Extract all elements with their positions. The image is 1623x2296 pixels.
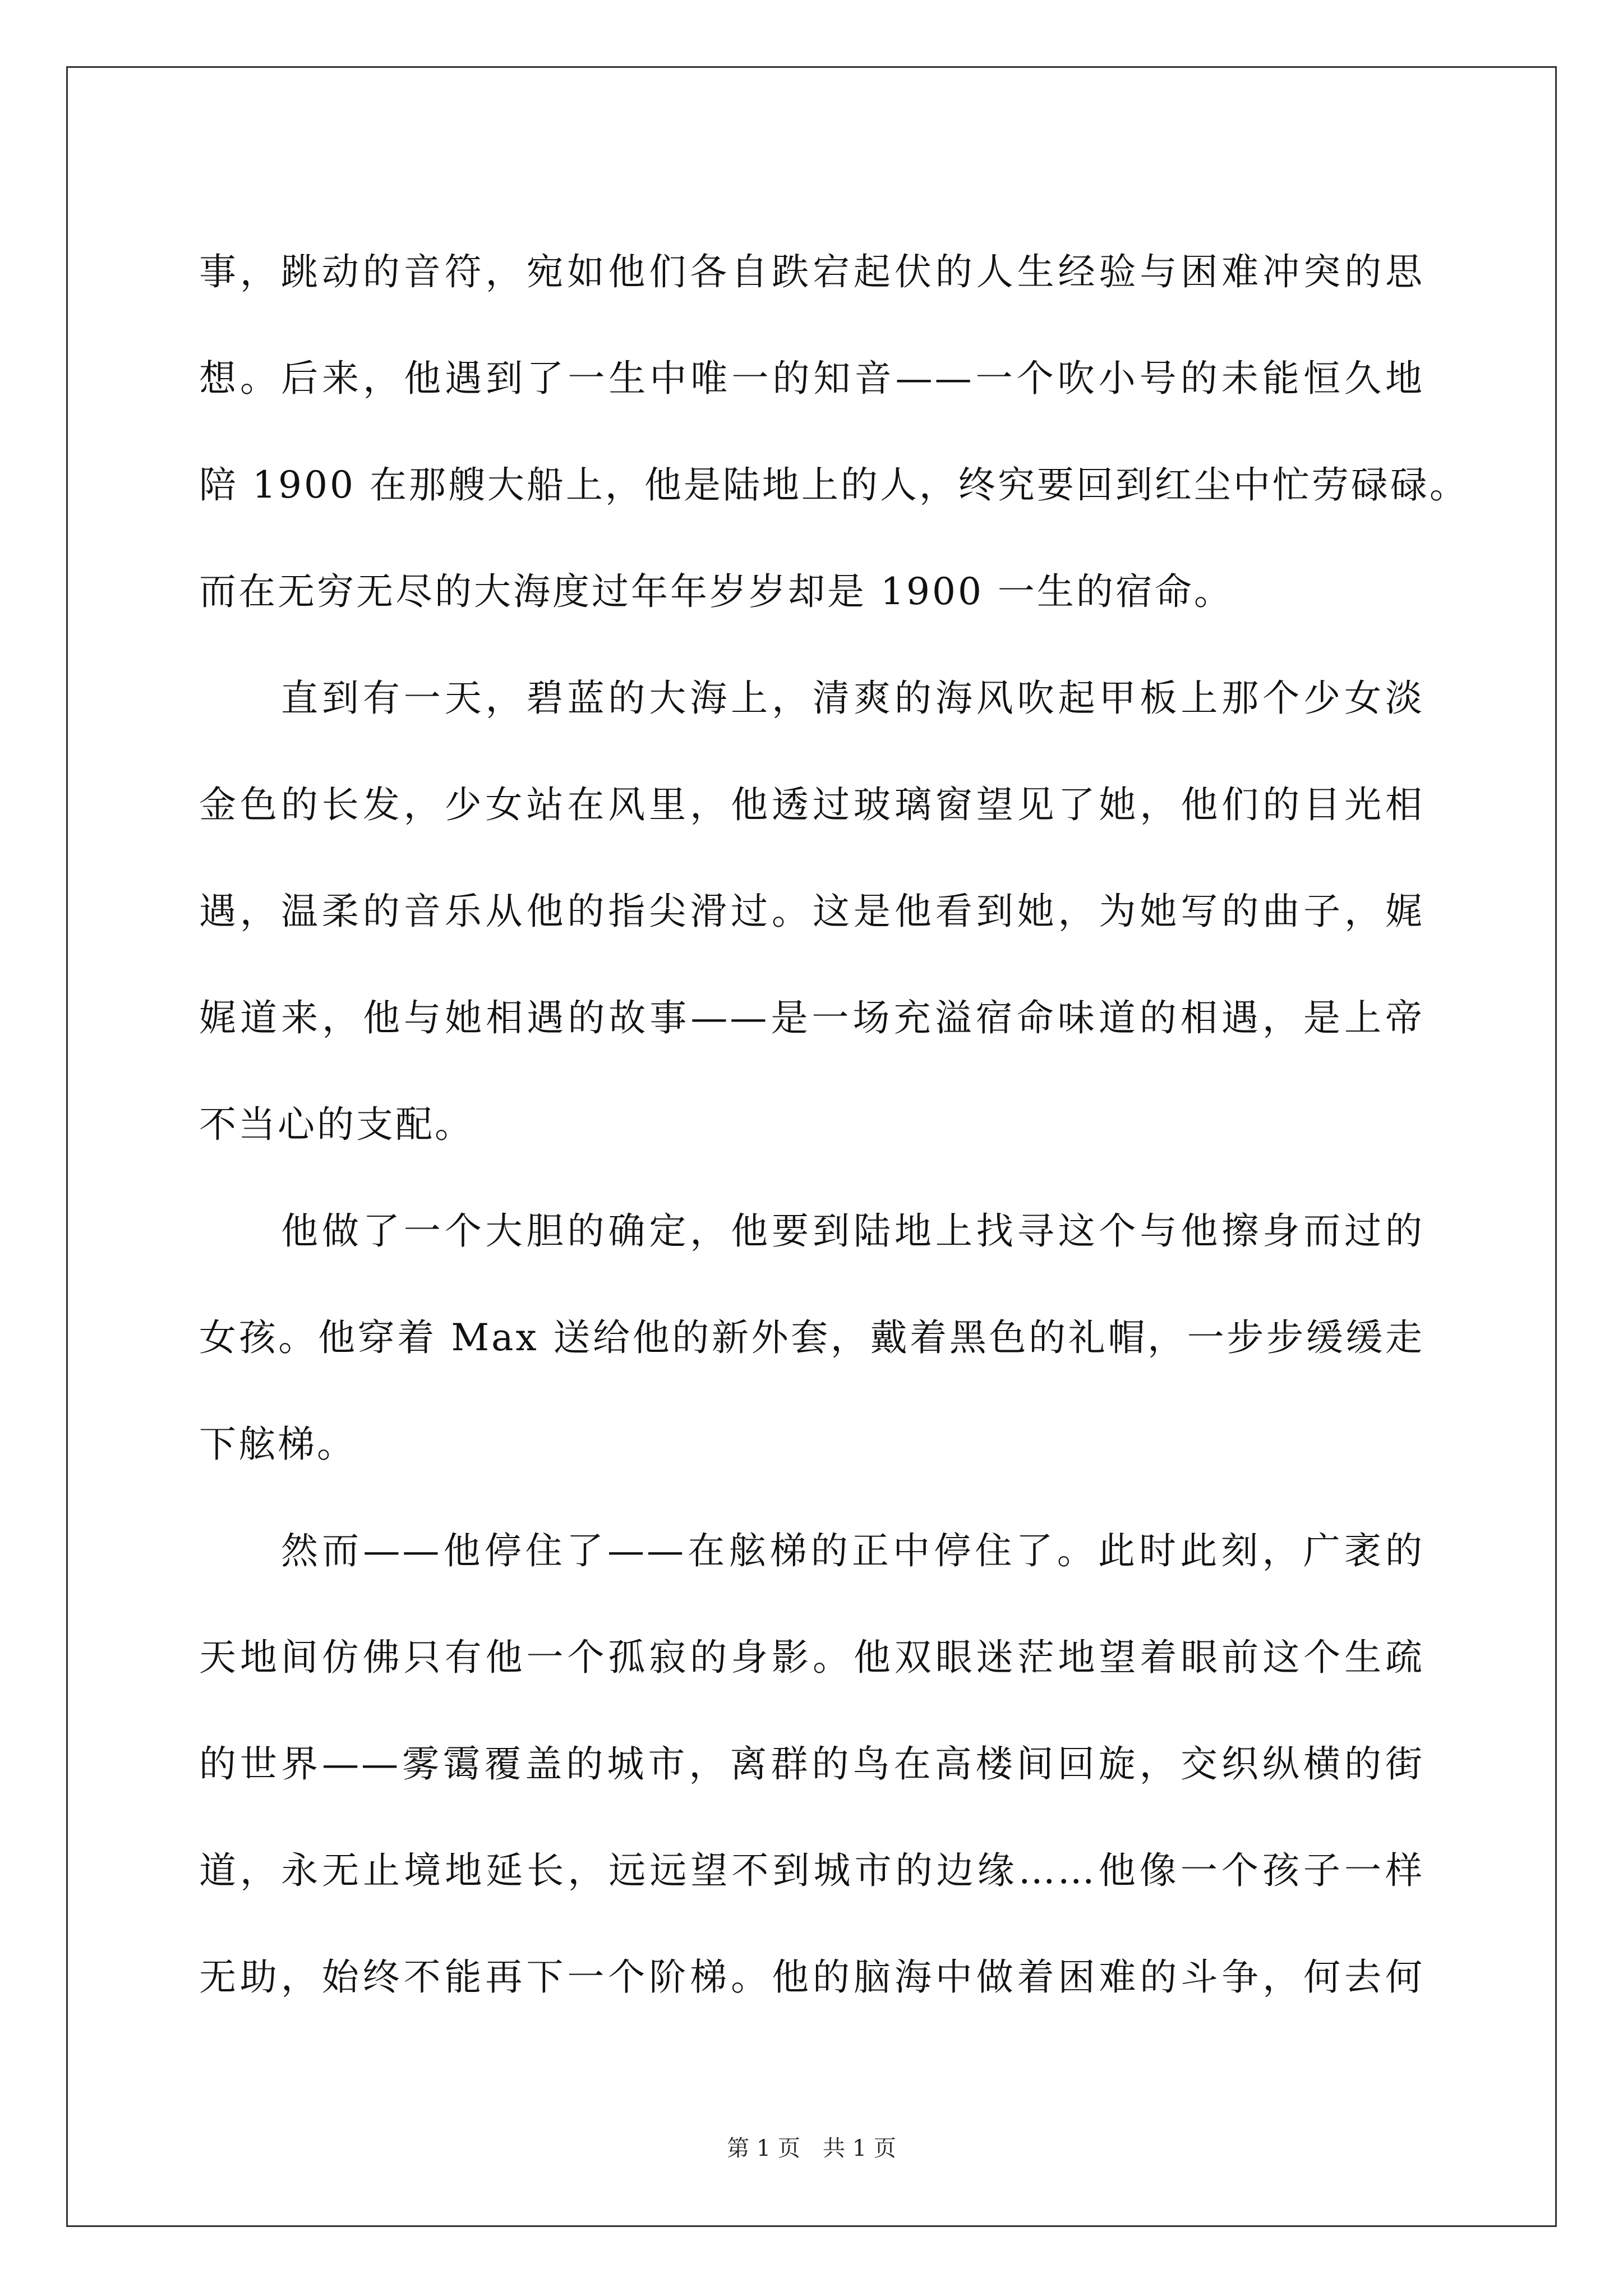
total-pages: 共 1 页	[823, 2136, 896, 2161]
paragraph-start-line: 然而——他停住了——在舷梯的正中停住了。此时此刻，广袤的	[281, 1529, 1424, 1572]
page-footer	[0, 2132, 1623, 2165]
page-number: 第 1 页	[727, 2136, 800, 2161]
text-line: 天地间仿佛只有他一个孤寂的身影。他双眼迷茫地望着眼前这个生疏	[199, 1636, 1424, 1679]
text-line: 娓道来，他与她相遇的故事——是一场充溢宿命味道的相遇，是上帝	[199, 996, 1424, 1039]
text-line: 的世界——雾霭覆盖的城市，离群的鸟在高楼间回旋，交织纵横的街	[199, 1742, 1424, 1786]
text-line: 无助，始终不能再下一个阶梯。他的脑海中做着困难的斗争，何去何	[199, 1955, 1424, 1999]
text-line: 遇，温柔的音乐从他的指尖滑过。这是他看到她，为她写的曲子，娓	[199, 890, 1424, 933]
text-line: 而在无穷无尽的大海度过年年岁岁却是 1900 一生的宿命。	[199, 570, 1233, 613]
paragraph-start-line: 直到有一天，碧蓝的大海上，清爽的海风吹起甲板上那个少女淡	[281, 677, 1424, 720]
document-body	[199, 219, 1469, 2031]
text-line: 下舷梯。	[199, 1423, 356, 1466]
text-line: 金色的长发，少女站在风里，他透过玻璃窗望见了她，他们的目光相	[199, 783, 1424, 826]
text-line: 道，永无止境地延长，远远望不到城市的边缘……他像一个孩子一样	[199, 1849, 1424, 1892]
paragraph-start-line: 他做了一个大胆的确定，他要到陆地上找寻这个与他擦身而过的	[281, 1209, 1424, 1253]
text-line: 陪 1900 在那艘大船上，他是陆地上的人，终究要回到红尘中忙劳碌碌。	[199, 463, 1469, 507]
text-line: 想。后来，他遇到了一生中唯一的知音——一个吹小号的未能恒久地	[199, 357, 1424, 400]
text-line: 事，跳动的音符，宛如他们各自跌宕起伏的人生经验与困难冲突的思	[199, 250, 1424, 293]
text-line: 女孩。他穿着 Max 送给他的新外套，戴着黑色的礼帽，一步步缓缓走	[199, 1316, 1424, 1359]
text-line: 不当心的支配。	[199, 1103, 474, 1146]
